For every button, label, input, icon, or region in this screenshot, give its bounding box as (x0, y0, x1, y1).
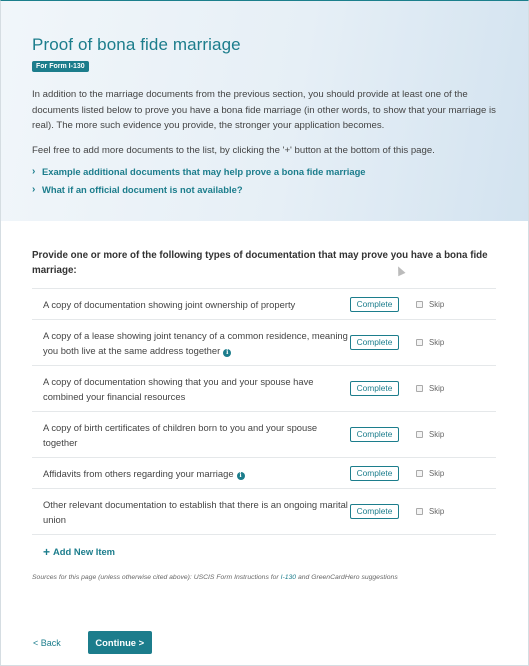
add-documents-note: Feel free to add more documents to the list, by clicking the '+' button at the bottom of this page. (32, 144, 435, 156)
add-new-item-button[interactable] (43, 546, 496, 557)
chevron-right-icon: › (32, 166, 36, 177)
checkbox-icon (416, 431, 423, 438)
i130-link[interactable]: I-130 (280, 574, 297, 581)
skip-checkbox[interactable] (416, 384, 444, 393)
list-item (32, 458, 496, 489)
document-list (32, 288, 496, 535)
main-section (1, 221, 528, 581)
list-item (32, 412, 496, 458)
complete-button[interactable]: Complete (350, 335, 399, 350)
complete-button[interactable]: Complete (350, 504, 399, 519)
document-label (43, 328, 349, 358)
sources-note (32, 574, 496, 581)
skip-label: Skip (429, 338, 445, 347)
document-label (43, 466, 349, 481)
documents-heading: Provide one or more of the following types of documentation that may prove you have a bona fide marriage: (32, 250, 488, 276)
skip-checkbox[interactable] (416, 430, 444, 439)
skip-label: Skip (429, 430, 445, 439)
checkbox-icon (416, 385, 423, 392)
expander-label: Example additional documents that may help prove a bona fide marriage (42, 166, 366, 177)
plus-icon: + (43, 544, 51, 559)
skip-checkbox[interactable] (416, 338, 444, 347)
checkbox-icon (416, 301, 423, 308)
skip-label: Skip (429, 468, 445, 478)
back-link[interactable]: < Back (33, 637, 61, 648)
expander-label: What if an official document is not available? (42, 184, 243, 195)
expander-official-document[interactable] (32, 184, 496, 195)
hero-section (1, 1, 528, 221)
intro-text: In addition to the marriage documents from the previous section, you should provide at least one of the documents listed below to prove you have a bona fide marriage (in other words, to show that your marriage is real). The more such evidence you provide, the stronger your application becomes. (32, 89, 496, 131)
list-item (32, 366, 496, 412)
chevron-right-icon: › (32, 184, 36, 195)
skip-checkbox[interactable] (416, 300, 444, 309)
complete-button[interactable]: Complete (350, 381, 399, 396)
footer-navigation (33, 631, 152, 654)
skip-label: Skip (429, 299, 445, 309)
document-label-text: A copy of a lease showing joint tenancy of a common residence, meaning you both live at the same address together (43, 329, 348, 356)
page-title: Proof of bona fide marriage (32, 35, 241, 54)
form-badge: For Form I-130 (32, 61, 89, 72)
document-label: Other relevant documentation to establish that there is an ongoing marital union (43, 498, 348, 525)
complete-button[interactable]: Complete (350, 466, 399, 481)
info-icon[interactable]: i (237, 472, 245, 480)
info-icon[interactable]: i (223, 349, 231, 357)
expander-example-documents[interactable] (32, 166, 496, 177)
document-label: A copy of documentation showing joint ownership of property (43, 298, 296, 310)
list-item (32, 320, 496, 366)
continue-button[interactable]: Continue > (88, 631, 152, 654)
document-label: A copy of birth certificates of children born to you and your spouse together (43, 421, 318, 448)
document-label-text: Affidavits from others regarding your marriage (43, 467, 234, 479)
skip-checkbox[interactable] (416, 469, 444, 478)
skip-checkbox[interactable] (416, 507, 444, 516)
checkbox-icon (416, 508, 423, 515)
sources-suffix: and GreenCardHero suggestions (296, 574, 398, 581)
skip-label: Skip (429, 507, 445, 516)
document-label: A copy of documentation showing that you and your spouse have combined your financial resources (43, 375, 314, 402)
sources-prefix: Sources for this page (unless otherwise cited above): USCIS Form Instructions for (32, 574, 281, 581)
checkbox-icon (416, 470, 423, 477)
complete-button[interactable]: Complete (350, 297, 399, 312)
add-item-label: Add New Item (53, 546, 116, 557)
list-item (32, 489, 496, 535)
skip-label: Skip (429, 384, 445, 393)
list-item (32, 289, 496, 320)
complete-button[interactable]: Complete (350, 427, 399, 442)
checkbox-icon (416, 339, 423, 346)
